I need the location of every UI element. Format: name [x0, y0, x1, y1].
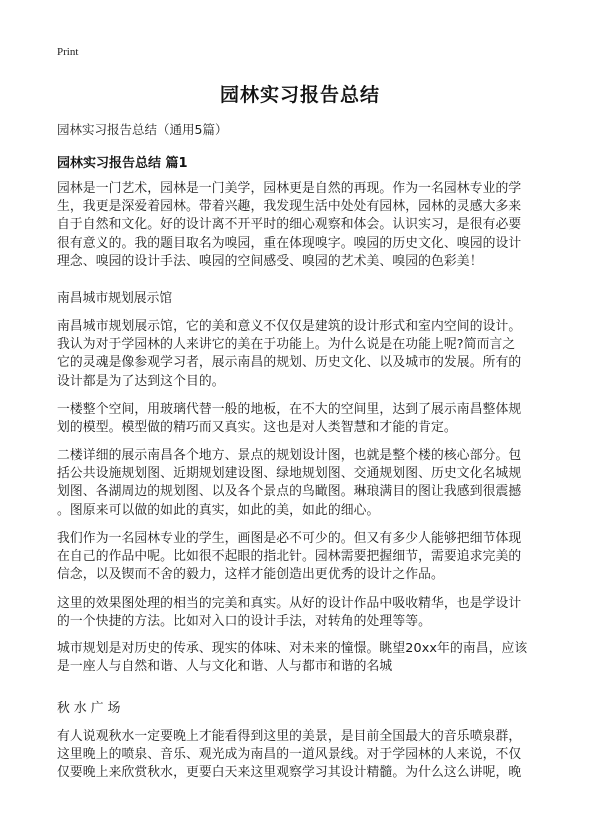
paragraph-first-floor: 一楼整个空间，用玻璃代替一般的地板，在不大的空间里，达到了展示南昌整体规 划的模型。模型做的精巧而又真实。这也是对人类智慧和才能的肯定。 — [57, 402, 522, 436]
paragraph-second-floor: 二楼详细的展示南昌各个地方、景点的规划设计图，也就是整个楼的核心部分。包 括公共设施规划图、近期规划建设图、绿地规划图、交通规划图、历史文化名城规 划图、各湖周边的规划图、以及各个景点的鸟瞰图。琳琅满目的图让我感到很震撼 。图原来可以做的如此的真实，如此的美，如此的细心。 — [57, 448, 522, 518]
sub-heading-exhibition-hall: 南昌城市规划展示馆 — [57, 291, 173, 306]
paragraph-details: 我们作为一名园林专业的学生，画图是必不可少的。但又有多少人能够把细节体现 在自己的作品中呢。比如很不起眼的指北针。园林需要把握细节，需要追求完美的 信念，以及锲而不舍的毅力，这样才能创造出更优秀的设计之作品。 — [57, 531, 522, 583]
sub-heading-qiushui-square: 秋 水 广 场 — [57, 701, 121, 716]
print-label[interactable]: Print — [57, 46, 79, 58]
paragraph-intro: 园林是一门艺术，园林是一门美学，园林更是自然的再现。作为一名园林专业的学 生，我更是深爱着园林。带着兴趣，我发现生活中处处有园林，园林的灵感大多来 自于自然和文化。好的设计离不开平时的细心观察和体会。认识实习，是很有必要 很有意义的。我的题目取名为嗅园，重在体现嗅字。嗅园的历史文化、嗅园的设计 理念、嗅园的设计手法、嗅园的空间感受、嗅园的艺术美、嗅园的色彩美！ — [57, 181, 522, 269]
paragraph-qiushui-square: 有人说观秋水一定要晚上才能看得到这里的美景，是目前全国最大的音乐喷泉群， 这里晚上的喷泉、音乐、观光成为南昌的一道风景线。对于学园林的人来说，不仅 仅要晚上来欣赏秋水，更要白天来这里观察学习其设计精髓。为什么这么讲呢，晚 — [57, 729, 522, 781]
section-heading: 园林实习报告总结 篇1 — [57, 156, 188, 171]
page-title: 园林实习报告总结 — [219, 84, 380, 106]
paragraph-exhibition-hall: 南昌城市规划展示馆，它的美和意义不仅仅是建筑的设计形式和室内空间的设计。 我认为对于学园林的人来讲它的美在于功能上。为什么说是在功能上呢?简而言之 它的灵魂是像参观学习者，展示南昌的规划、历史文化、以及城市的发展。所有的 设计都是为了达到这个目的。 — [57, 319, 522, 389]
paragraph-renderings: 这里的效果图处理的相当的完美和真实。从好的设计作品中吸收精华，也是学设计 的一个快捷的方法。比如对入口的设计手法，对转角的处理等等。 — [57, 596, 522, 630]
paragraph-city-planning: 城市规划是对历史的传承、现实的体味、对未来的憧憬。眺望20xx年的南昌，应该 是一座人与自然和谐、人与文化和谐、人与都市和谐的名城 — [57, 641, 528, 675]
document-subtitle: 园林实习报告总结（通用5篇） — [57, 122, 228, 137]
